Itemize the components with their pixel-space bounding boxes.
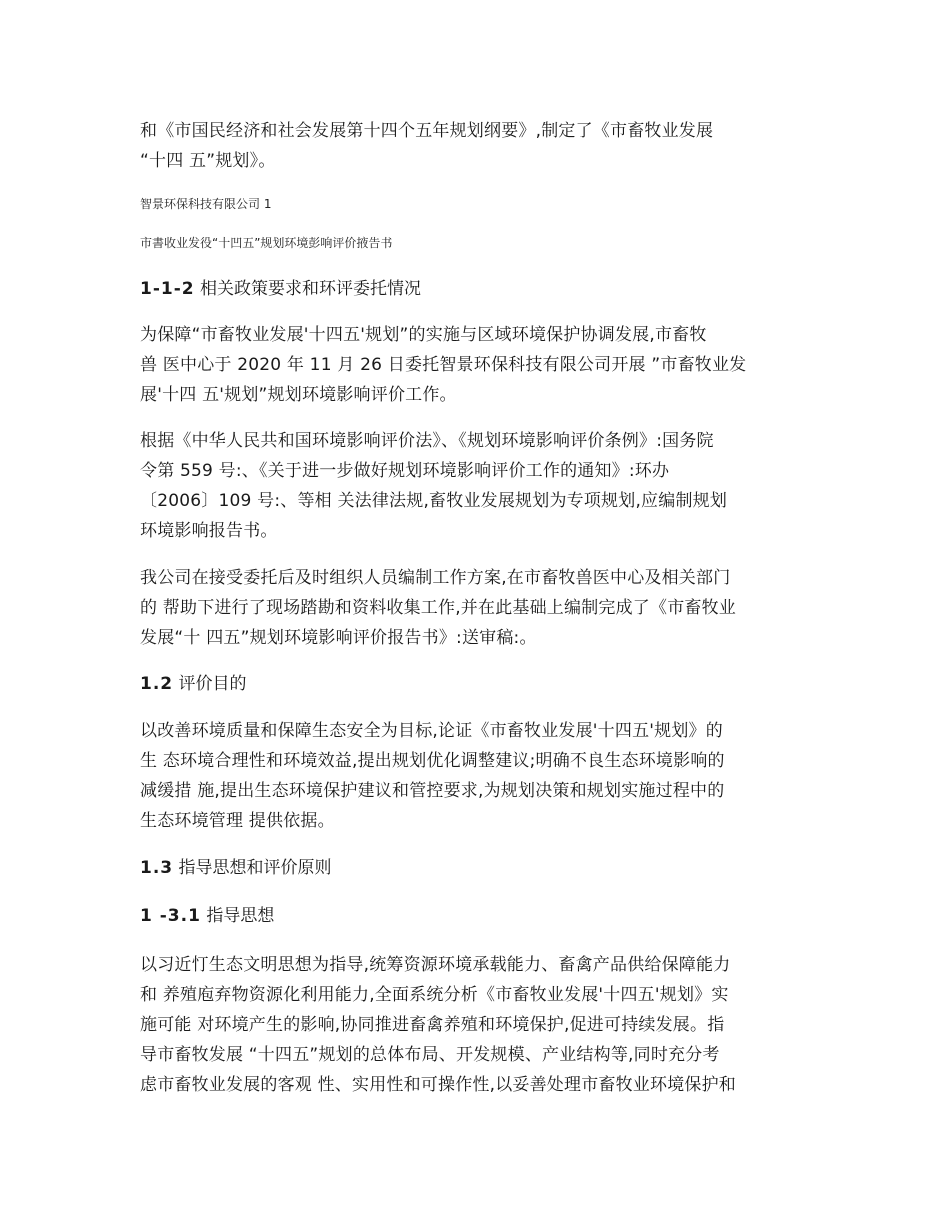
section-heading-1-1-2: [140, 275, 421, 303]
text-line: 根据《中华人民共和国环境影响评价法》、《规划环境影响评价条例》:国务院: [140, 431, 714, 451]
text-line: 我公司在接受委托后及时组织人员编制工作方案,在市畜牧兽医中心及相关部门: [140, 568, 731, 588]
text-line: 以习近忊生态文明思想为指导,统筹资源环境承载能力、畜禽产品供给保障能力: [140, 955, 731, 975]
text-line: 发展“十 四五”规划环境影响评价报告书》:送审稿:。: [140, 628, 537, 648]
section-title: 指导思想: [200, 906, 275, 926]
section-heading-1-3: [140, 854, 332, 882]
section-title: 相关政策要求和环评委托情况: [194, 279, 422, 299]
text-line: 施可能 对环境产生的影响,协同推进畜禽养殖和环境保护,促进可持续发展。指: [140, 1015, 725, 1035]
text-line: 〔2006〕109 号:、等相 关法律法规,畜牧业发展规划为专项规划,应编制规划: [140, 491, 728, 511]
paragraph-guiding-ideology: [140, 950, 820, 1100]
paragraph-evaluation-purpose: [140, 716, 820, 836]
text-line: 以改善环境质量和保障生态安全为目标,论证《市畜牧业发展'十四五'规划》的: [140, 721, 723, 741]
text-line: 导市畜牧发展 “十四五”规划的总体布局、开发规模、产业结构等,同时充分考: [140, 1045, 720, 1065]
section-number: 1 -3.1: [140, 906, 201, 926]
section-number: 1-1-2: [140, 279, 195, 299]
text-line: 和 养殖庖弃物资源化利用能力,全面系统分析《市畜牧业发展'十四五'规划》实: [140, 985, 729, 1005]
section-title: 指导思想和评价原则: [173, 858, 332, 878]
section-heading-1-3-1: [140, 902, 274, 930]
text-line: 和《市国民经济和社会发展第十四个五年规划纲要》,制定了《市畜牧业发展: [140, 121, 714, 141]
text-line: 的 帮助下进行了现场踏勘和资料收集工作,并在此基础上编制完成了《市畜牧业: [140, 598, 737, 618]
text-line: 令第 559 号:、《关于进一步做好规划环境影响评价工作的通知》:环办: [140, 461, 670, 481]
text-line: 为保障“市畜牧业发展'十四五'规划”的实施与区域环境保护协调发展,市畜牧: [140, 325, 707, 345]
running-header: 市書收业发役“十凹五”规划环境彭响评价掖告书: [140, 236, 393, 250]
paragraph-commission: [140, 320, 820, 410]
text-line: 生 态环境合理性和环境效益,提出规划优化调整建议;明确不良生态环境影响的: [140, 751, 725, 771]
paragraph-work-process: [140, 563, 820, 653]
text-line: 环境影响报告书。: [140, 521, 278, 541]
intro-paragraph: [140, 116, 820, 176]
text-line: 展'十四 五'规划”规划环境影响评价工作。: [140, 385, 457, 405]
section-number: 1.2: [140, 674, 174, 694]
paragraph-legal-basis: [140, 426, 820, 546]
text-line: “十四 五”规划》。: [140, 151, 276, 171]
section-title: 评价目的: [173, 674, 247, 694]
text-line: 减缓措 施,提出生态环境保护建议和管控要求,为规划决策和规划实施过程中的: [140, 781, 725, 801]
company-footer: 智景环保科技有限公司 1: [140, 197, 272, 211]
text-line: 兽 医中心于 2020 年 11 月 26 日委托智景环保科技有限公司开展 ”市畜牧业发: [140, 355, 747, 375]
section-number: 1.3: [140, 858, 174, 878]
text-line: 虑市畜牧业发展的客观 性、实用性和可操作性,以妥善处理市畜牧业环境保护和: [140, 1075, 737, 1095]
section-heading-1-2: [140, 670, 247, 698]
text-line: 生态环境管理 提供依据。: [140, 811, 335, 831]
